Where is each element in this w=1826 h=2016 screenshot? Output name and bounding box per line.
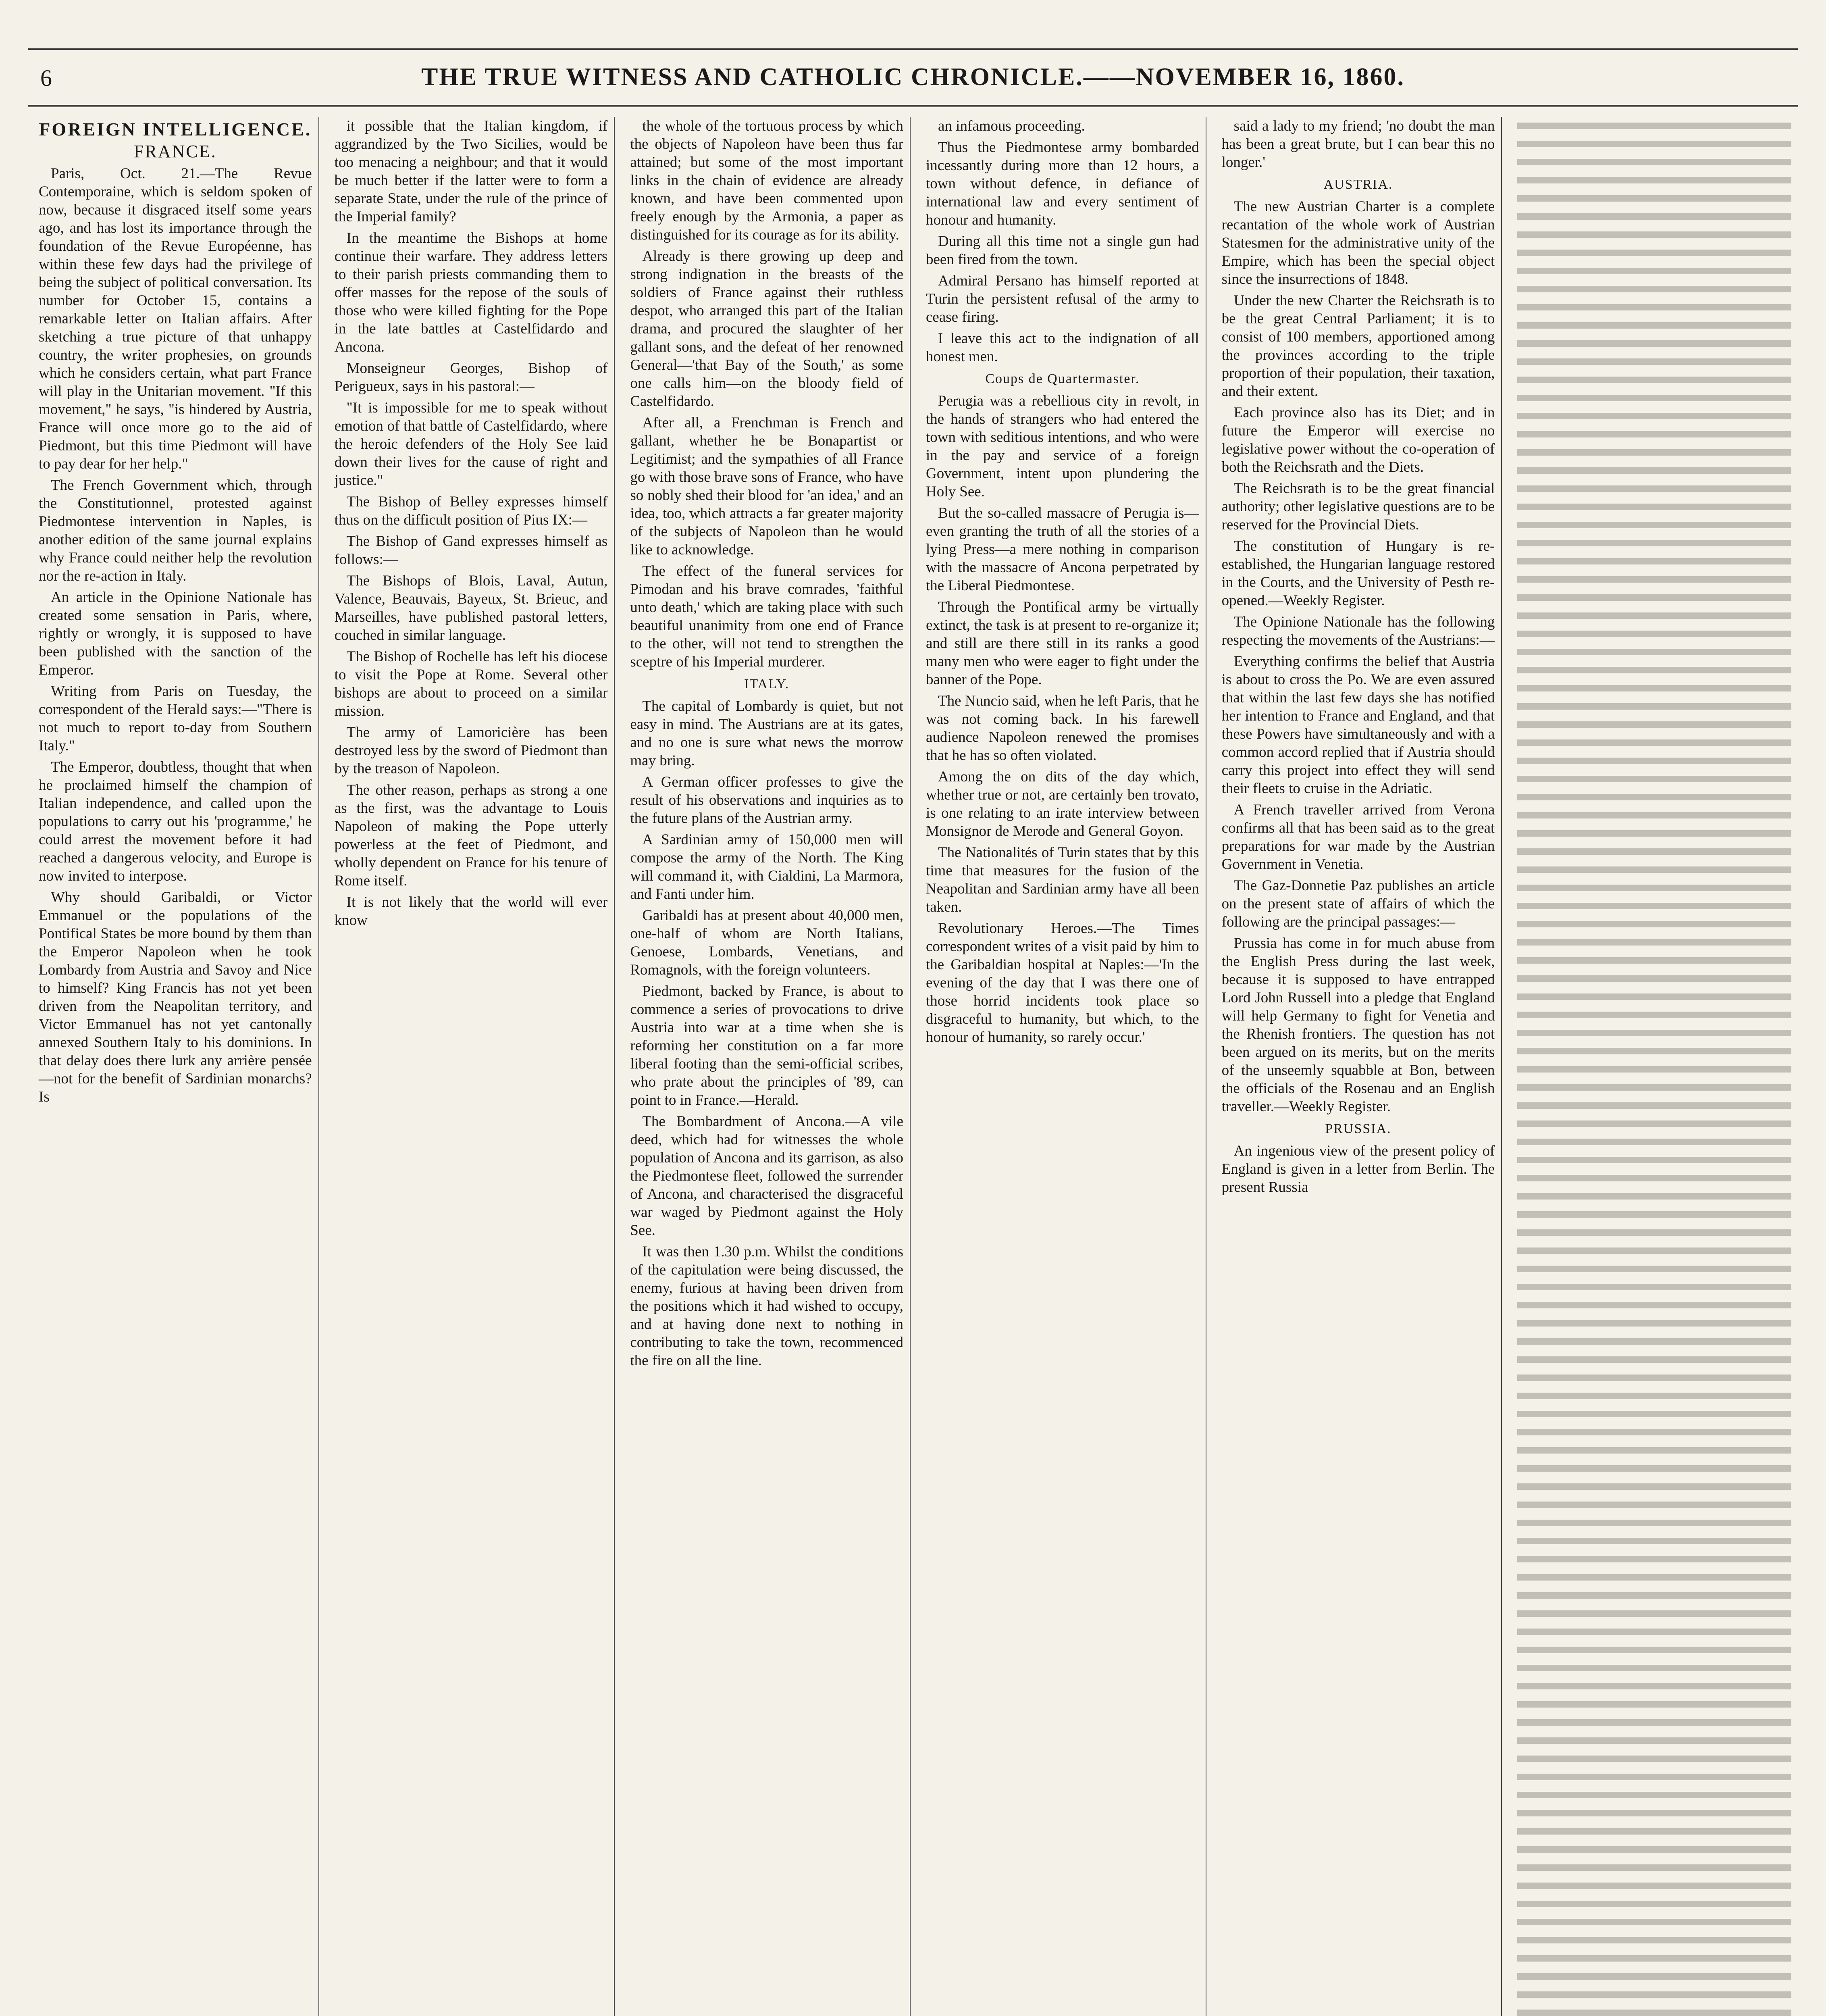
- article-paragraph: The effect of the funeral services for Pimodan and his brave comrades, 'faithful unto death,' which are taking place with such beautiful unanimity from one end of France to the other, will not tend to strengthen the sceptre of his Imperial murderer.: [630, 563, 903, 670]
- column-3: [624, 117, 911, 2016]
- article-paragraph: Already is there growing up deep and strong indignation in the breasts of the soldiers of France against their ruthless despot, who arranged this part of the Italian drama, and procured the slaughter of her gallant sons, and the defeat of her renowned General—'that Bay of the South,' as some one calls him—on the bloody field of Castelfidardo.: [630, 248, 903, 410]
- column-6: [1511, 117, 1798, 2016]
- article-paragraph: Piedmont, backed by France, is about to commence a series of provocations to drive Austria into war at a time when she is reforming her constitution on a far more liberal footing than the semi-official scribes, who prate about the principles of '89, can point to in France.—Herald.: [630, 983, 903, 1108]
- article-paragraph: An article in the Opinione Nationale has created some sensation in Paris, where, rightly or wrongly, it is supposed to have been published with the sanction of the Emperor.: [39, 589, 312, 678]
- article-paragraph: The Bishop of Belley expresses himself thus on the difficult position of Pius IX:—: [334, 494, 608, 528]
- article-paragraph: It was then 1.30 p.m. Whilst the conditions of the capitulation were being discussed, the enemy, furious at having been driven from the positions which it had wished to occupy, and at having done next to nothing in contributing to take the town, recommenced the fire on all the line.: [630, 1243, 903, 1369]
- article-paragraph: said a lady to my friend; 'no doubt the man has been a great brute, but I can bear this no longer.': [1221, 118, 1495, 171]
- subsection-heading: FRANCE.: [134, 142, 217, 161]
- article-paragraph: Garibaldi has at present about 40,000 men, one-half of whom are North Italians, Genoese, Lombards, Venetians, and Romagnols, with the foreign volunteers.: [630, 907, 903, 978]
- article-paragraph: "It is impossible for me to speak without emotion of that battle of Castelfidardo, where the heroic defenders of the Holy See laid down their lives for the cause of right and justice.": [334, 400, 608, 489]
- article-paragraph: Thus the Piedmontese army bombarded incessantly during more than 12 hours, a town without defence, in defiance of international law and every sentiment of honour and humanity.: [926, 139, 1199, 228]
- article-paragraph: Among the on dits of the day which, whether true or not, are certainly ben trovato, is one relating to an irate interview between Monsignor de Merode and General Goyon.: [926, 768, 1199, 839]
- article-paragraph: The capital of Lombardy is quiet, but not easy in mind. The Austrians are at its gates, and no one is sure what news the morrow may bring.: [630, 698, 903, 769]
- country-heading: AUSTRIA.: [1323, 177, 1393, 192]
- dense-text-block: [1517, 117, 1791, 2016]
- article-paragraph: The Gaz-Donnetie Paz publishes an article on the present state of affairs of which the following are the principal passages:—: [1221, 877, 1495, 930]
- article-paragraph: Perugia was a rebellious city in revolt, in the hands of strangers who had entered the town with seditious intentions, and who were in the pay and service of a foreign Government, intent upon plundering the Holy See.: [926, 393, 1199, 500]
- article-paragraph: After all, a Frenchman is French and gallant, whether he be Bonapartist or Legitimist; and the sympathies of all France go with those brave sons of France, who have so nobly shed their blood for 'an idea,' and an idea, too, which attracts a far greater majority of the subjects of Napoleon than he would like to acknowledge.: [630, 414, 903, 558]
- article-paragraph: Through the Pontifical army be virtually extinct, the task is at present to re-organize it; and still are there still in its ranks a good many men who were eager to fight under the banner of the Pope.: [926, 599, 1199, 688]
- article-paragraph: Revolutionary Heroes.—The Times correspondent writes of a visit paid by him to the Garibaldian hospital at Naples:—'In the evening of the day that I was there one of those horrid incidents took place so disgraceful to humanity, but which, to the honour of humanity, so rarely occur.': [926, 920, 1199, 1045]
- article-paragraph: The Nuncio said, when he left Paris, that he was not coming back. In his farewell audience Napoleon renewed the promises that he has so often violated.: [926, 693, 1199, 764]
- article-paragraph: Paris, Oct. 21.—The Revue Contemporaine, which is seldom spoken of now, because it disgraced itself some years ago, and has lost its importance through the foundation of the Revue Européenne, has within these few days had the privilege of being the subject of political conversation. Its number for October 15, contains a remarkable letter on Italian affairs. After sketching a true picture of that unhappy country, the writer prophesies, on grounds which he considers certain, what part France will play in the Unitarian movement. "If this movement," he says, "is hindered by Austria, France will once more go to the aid of Piedmont, but this time Piedmont will have to pay dear for her help.": [39, 165, 312, 472]
- country-heading: PRUSSIA.: [1325, 1121, 1391, 1136]
- article-paragraph: Everything confirms the belief that Austria is about to cross the Po. We are even assured that within the last few days she has notified her intention to France and England, and that these Powers have simultaneously and with a common accord replied that if Austria should carry this project into effect they will send their fleets to cruise in the Adriatic.: [1221, 653, 1495, 797]
- article-paragraph: But the so-called massacre of Perugia is—even granting the truth of all the stories of a lying Press—a mere nothing in comparison with the massacre of Ancona perpetrated by the Liberal Piedmontese.: [926, 505, 1199, 594]
- article-paragraph: The new Austrian Charter is a complete recantation of the whole work of Austrian Statesmen for the administrative unity of the Empire, which has been the special object since the insurrections of 1848.: [1221, 198, 1495, 287]
- column-5: [1215, 117, 1502, 2016]
- article-paragraph: Admiral Persano has himself reported at Turin the persistent refusal of the army to cease firing.: [926, 273, 1199, 325]
- article-paragraph: The French Government which, through the Constitutionnel, protested against Piedmontese intervention in Naples, is another edition of the same journal explains why France could neither help the revolution nor the re-action in Italy.: [39, 477, 312, 584]
- newspaper-columns: [32, 117, 1798, 2016]
- article-paragraph: it possible that the Italian kingdom, if aggrandized by the Two Sicilies, would be too menacing a neighbour; and that it would be much better if the latter were to form a separate State, under the rule of the prince of the Imperial family?: [334, 118, 608, 225]
- article-paragraph: Writing from Paris on Tuesday, the correspondent of the Herald says:—"There is not much to report to-day from Southern Italy.": [39, 683, 312, 754]
- column-4: [919, 117, 1206, 2016]
- article-paragraph: Why should Garibaldi, or Victor Emmanuel or the populations of the Pontifical States be more bound by them than the Emperor Napoleon when he took Lombardy from Austria and Savoy and Nice to himself? King Francis has not yet been driven from the Neapolitan territory, and Victor Emmanuel has not yet cantonally annexed Southern Italy to his dominions. In that delay does there lurk any arrière pensée—not for the benefit of Sardinian monarchs? Is: [39, 889, 312, 1105]
- article-paragraph: A German officer professes to give the result of his observations and inquiries as to the future plans of the Austrian army.: [630, 774, 903, 827]
- article-paragraph: The constitution of Hungary is re-established, the Hungarian language restored in the Courts, and the University of Pesth re-opened.—Weekly Register.: [1221, 538, 1495, 609]
- article-paragraph: The Bishops of Blois, Laval, Autun, Valence, Beauvais, Bayeux, St. Brieuc, and Marseilles, have published pastoral letters, couched in similar language.: [334, 573, 608, 644]
- article-paragraph: In the meantime the Bishops at home continue their warfare. They address letters to their parish priests commanding them to offer masses for the repose of the souls of those who were killed fighting for the Pope in the late battles at Castelfidardo and Ancona.: [334, 230, 608, 355]
- article-paragraph: Prussia has come in for much abuse from the English Press during the last week, because it is supposed to have entrapped Lord John Russell into a pledge that England will help Germany to fight for Venetia and the Rhenish frontiers. The question has not been argued on its merits, but on the merits of the unseemly squabble at Bon, between the officials of the Rosenau and an English traveller.—Weekly Register.: [1221, 935, 1495, 1115]
- article-paragraph: the whole of the tortuous process by which the objects of Napoleon have been thus far attained; but some of the most important links in the chain of evidence are already known, and have been commented upon freely enough by the Armonia, a paper as distinguished for its courage as for its ability.: [630, 118, 903, 243]
- article-paragraph: The Reichsrath is to be the great financial authority; other legislative questions are to be reserved for the Provincial Diets.: [1221, 480, 1495, 533]
- article-paragraph: Under the new Charter the Reichsrath is to be the great Central Parliament; it is to consist of 100 members, apportioned among the provinces according to the triple proportion of their population, their taxation, and their extent.: [1221, 292, 1495, 400]
- article-paragraph: The Nationalités of Turin states that by this time that measures for the fusion of the Neapolitan and Sardinian army have all been taken.: [926, 844, 1199, 915]
- article-paragraph: Monseigneur Georges, Bishop of Perigueux, says in his pastoral:—: [334, 360, 608, 395]
- top-rule: [28, 48, 1798, 50]
- article-paragraph: An ingenious view of the present policy of England is given in a letter from Berlin. The present Russia: [1221, 1143, 1495, 1195]
- country-heading: Coups de Quartermaster.: [985, 371, 1140, 386]
- newspaper-title: THE TRUE WITNESS AND CATHOLIC CHRONICLE.——NOVEMBER 16, 1860.: [421, 63, 1405, 91]
- column-1: [32, 117, 319, 2016]
- article-paragraph: The Bishop of Gand expresses himself as follows:—: [334, 533, 608, 568]
- article-paragraph: It is not likely that the world will ever know: [334, 894, 608, 929]
- article-paragraph: During all this time not a single gun had been fired from the town.: [926, 233, 1199, 268]
- article-paragraph: Each province also has its Diet; and in future the Emperor will exercise no legislative power without the co-operation of both the Reichsrath and the Diets.: [1221, 404, 1495, 475]
- column-2: [328, 117, 615, 2016]
- article-paragraph: The Bombardment of Ancona.—A vile deed, which had for witnesses the whole population of Ancona and its garrison, as also the Piedmontese fleet, followed the surrender of Ancona, and characterised the disgraceful war waged by Piedmont against the Holy See.: [630, 1113, 903, 1239]
- running-header: [28, 60, 1798, 107]
- article-paragraph: an infamous proceeding.: [938, 118, 1085, 134]
- section-heading: FOREIGN INTELLIGENCE.: [39, 119, 312, 140]
- article-paragraph: The Bishop of Rochelle has left his diocese to visit the Pope at Rome. Several other bishops are about to proceed on a similar mission.: [334, 648, 608, 719]
- article-paragraph: A French traveller arrived from Verona confirms all that has been said as to the great preparations for war made by the Austrian Government in Venetia.: [1221, 802, 1495, 873]
- article-paragraph: A Sardinian army of 150,000 men will compose the army of the North. The King will command it, with Cialdini, La Marmora, and Fanti under him.: [630, 831, 903, 902]
- article-paragraph: The army of Lamoricière has been destroyed less by the sword of Piedmont than by the treason of Napoleon.: [334, 724, 608, 777]
- article-paragraph: The Opinione Nationale has the following respecting the movements of the Austrians:—: [1221, 614, 1495, 648]
- article-paragraph: I leave this act to the indignation of all honest men.: [926, 330, 1199, 365]
- page-number: 6: [40, 65, 52, 91]
- country-heading: ITALY.: [744, 677, 790, 691]
- article-paragraph: The Emperor, doubtless, thought that when he proclaimed himself the champion of Italian independence, and called upon the populations to carry out his 'programme,' he could arrest the movement before it had reached a dangerous velocity, and Europe is now invited to interpose.: [39, 759, 312, 884]
- article-paragraph: The other reason, perhaps as strong a one as the first, was the advantage to Louis Napoleon of making the Pope utterly powerless at the feet of Piedmont, and wholly dependent on France for his tenure of Rome itself.: [334, 782, 608, 889]
